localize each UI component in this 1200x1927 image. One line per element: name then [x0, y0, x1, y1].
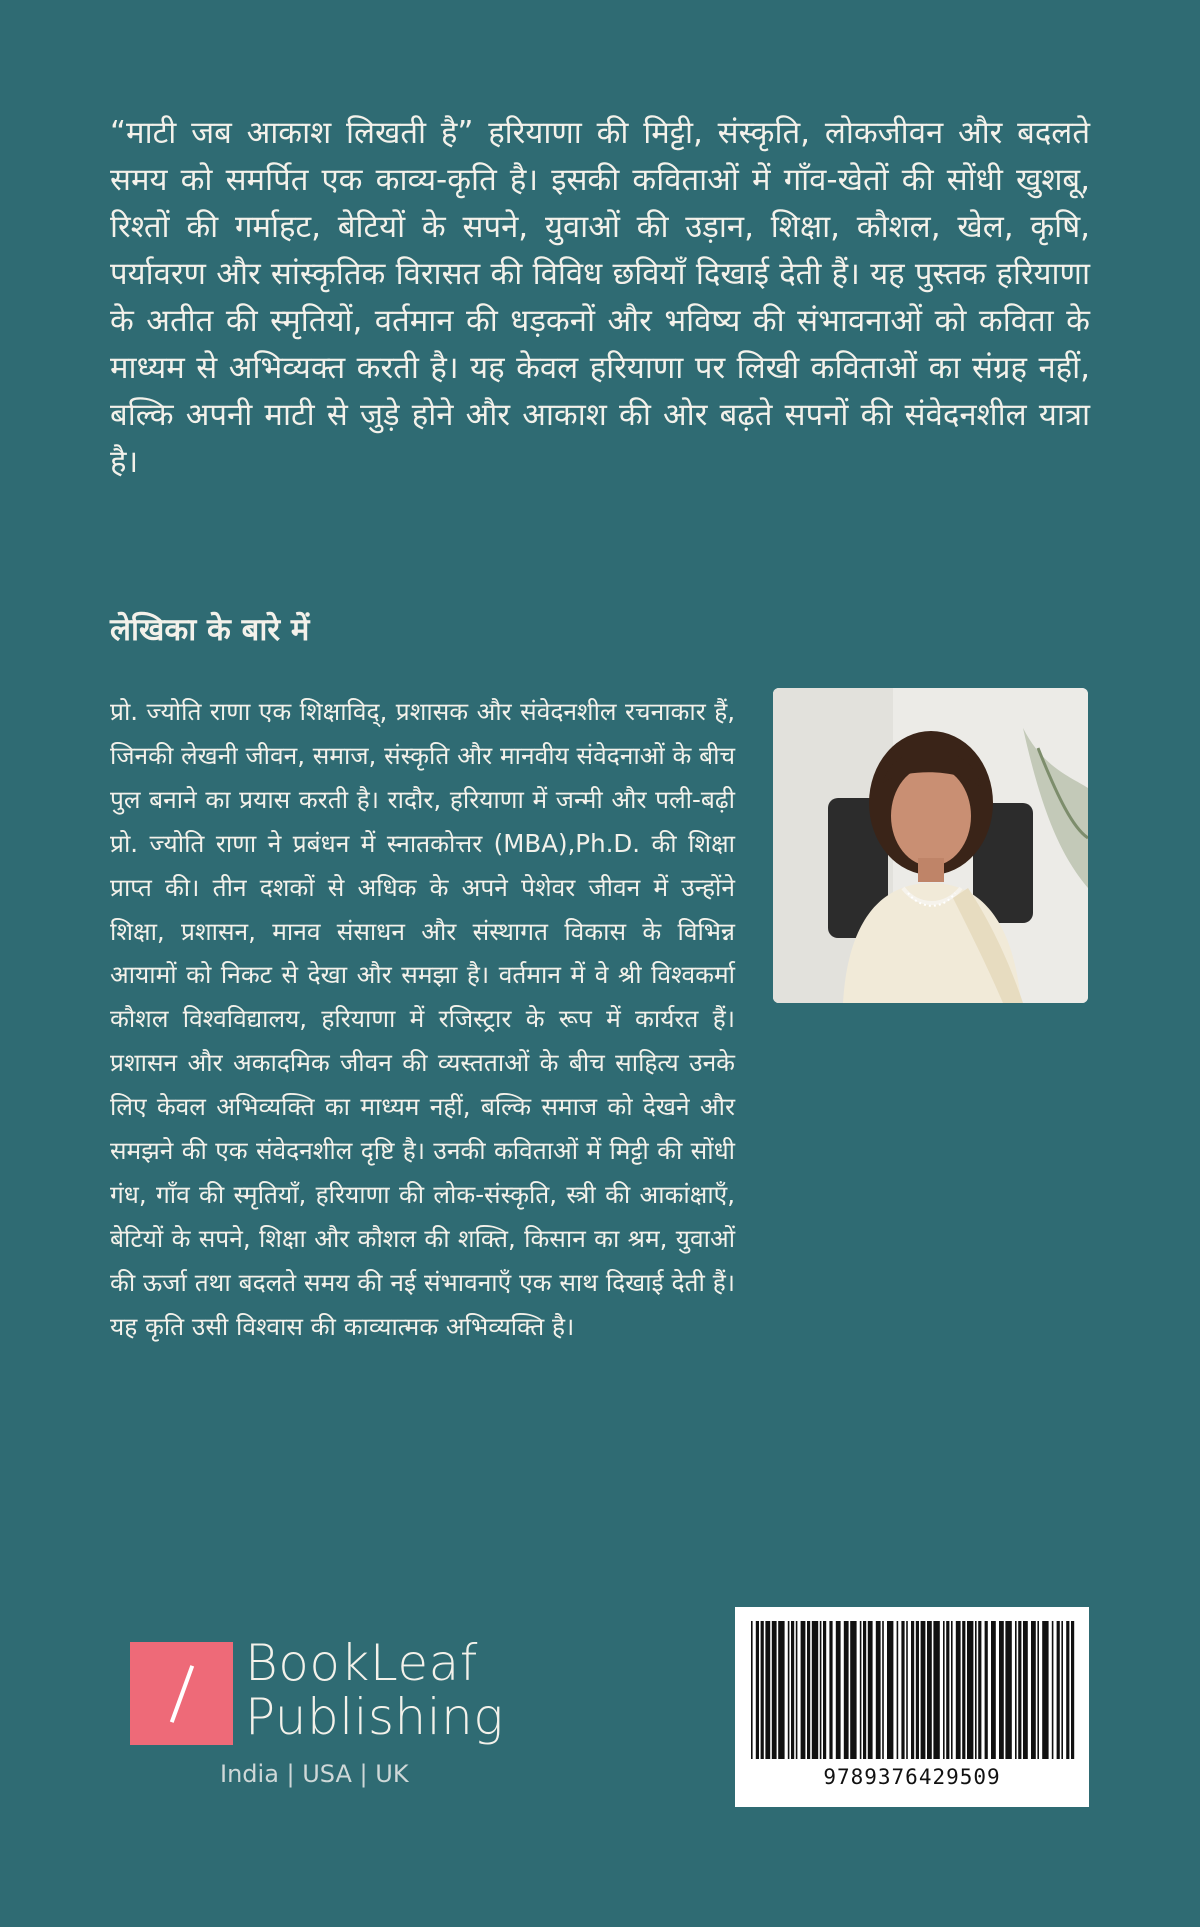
- isbn-number: 9789376429509: [823, 1765, 1001, 1789]
- barcode-bar: [850, 1621, 856, 1759]
- author-bio: प्रो. ज्योति राणा एक शिक्षाविद्, प्रशासक और संवेदनशील रचनाकार हैं, जिनकी लेखनी जीवन, समाज, संस्कृति और मानवीय संवेदनाओं के बीच पुल बनाने का प्रयास करती है। रादौर, हरियाणा में जन्मी और पली-बढ़ी प्रो. ज्योति राणा ने प्रबंधन में स्नातकोत्तर (MBA),Ph.D. की शिक्षा प्राप्त की। तीन दशकों से अधिक के अपने पेशेवर जीवन में उन्होंने शिक्षा, प्रशासन, मानव संसाधन और संस्थागत विकास के विभिन्न आयामों को निकट से देखा और समझा है। वर्तमान में वे श्री विश्वकर्मा कौशल विश्वविद्यालय, हरियाणा में रजिस्ट्रार के रूप में कार्यरत हैं। प्रशासन और अकादमिक जीवन की व्यस्तताओं के बीच साहित्य उनके लिए केवल अभिव्यक्ति का माध्यम नहीं, बल्कि समाज को देखने और समझने की एक संवेदनशील दृष्टि है। उनकी कविताओं में मिट्टी की सोंधी गंध, गाँव की स्मृतियाँ, हरियाणा की लोक-संस्कृति, स्त्री की आकांक्षाएँ, बेटियों के सपने, शिक्षा और कौशल की शक्ति, किसान का श्रम, युवाओं की ऊर्जा तथा बदलते समय की नई संभावनाएँ एक साथ दिखाई देती हैं। यह कृति उसी विश्वास की काव्यात्मक अभिव्यक्ति है।: [110, 697, 735, 1341]
- barcode-bar: [1023, 1621, 1028, 1759]
- barcode-bar: [1005, 1621, 1011, 1759]
- barcode-bar: [876, 1621, 881, 1759]
- barcode-bar: [887, 1621, 893, 1759]
- barcode-bar: [933, 1621, 939, 1759]
- barcode-bar: [1057, 1621, 1060, 1759]
- barcode-bar: [1071, 1621, 1074, 1759]
- barcode-bar: [756, 1621, 759, 1759]
- barcode-bar: [906, 1621, 908, 1759]
- barcode-bar: [829, 1621, 832, 1759]
- barcode-bar: [1031, 1621, 1036, 1759]
- publisher-logo: [130, 1634, 510, 1790]
- barcode-bar: [978, 1621, 981, 1759]
- barcode-bar: [951, 1621, 953, 1759]
- publisher-name-line2: Publishing: [245, 1688, 504, 1746]
- barcode-bar: [820, 1621, 822, 1759]
- barcode-bar: [823, 1621, 826, 1759]
- barcode-bar: [860, 1621, 862, 1759]
- author-photo: [773, 688, 1088, 1003]
- barcode-bar: [791, 1621, 794, 1759]
- barcode-bar: [1061, 1621, 1063, 1759]
- about-author-heading: लेखिका के बारे में: [110, 612, 310, 648]
- barcode-bar: [999, 1621, 1004, 1759]
- barcode-bar: [956, 1621, 961, 1759]
- barcode-bar: [946, 1621, 949, 1759]
- barcode-bar: [796, 1621, 798, 1759]
- leaf-slash-icon: [130, 1642, 233, 1745]
- publisher-regions: India | USA | UK: [220, 1760, 409, 1788]
- barcode-bar: [801, 1621, 806, 1759]
- barcode-bar: [1052, 1621, 1054, 1759]
- barcode-bar: [1042, 1621, 1048, 1759]
- barcode-bar: [1066, 1621, 1069, 1759]
- book-blurb: “माटी जब आकाश लिखती है” हरियाणा की मिट्टी, संस्कृति, लोकजीवन और बदलते समय को समर्पित एक काव्य-कृति है। इसकी कविताओं में गाँव-खेतों की सोंधी खुशबू, रिश्तों की गर्माहट, बेटियों के सपने, युवाओं की उड़ान, शिक्षा, कौशल, खेल, कृषि, पर्यावरण और सांस्कृतिक विरासत की विविध छवियाँ दिखाई देती हैं। यह पुस्तक हरियाणा के अतीत की स्मृतियों, वर्तमान की धड़कनों और भविष्य की संभावनाओं को कविता के माध्यम से अभिव्यक्त करती है। यह केवल हरियाणा पर लिखी कविताओं का संग्रह नहीं, बल्कि अपनी माटी से जुड़े होने और आकाश की ओर बढ़ते सपनों की संवेदनशील यात्रा है।: [110, 115, 1090, 480]
- barcode-bar: [921, 1621, 926, 1759]
- barcode-bar: [751, 1621, 753, 1759]
- barcode-bar: [772, 1621, 777, 1759]
- barcode-bar: [788, 1621, 790, 1759]
- barcode-bar: [836, 1621, 841, 1759]
- barcode-bar: [812, 1621, 818, 1759]
- barcode-bar: [901, 1621, 904, 1759]
- barcode-bar: [967, 1621, 973, 1759]
- barcode-bar: [985, 1621, 988, 1759]
- barcode-bar: [882, 1621, 884, 1759]
- publisher-name-line1: BookLeaf: [245, 1634, 478, 1692]
- barcode-bar: [863, 1621, 866, 1759]
- barcode-bar: [844, 1621, 849, 1759]
- barcode-bar: [807, 1621, 810, 1759]
- barcode-bar: [897, 1621, 899, 1759]
- barcode-bar: [943, 1621, 945, 1759]
- barcode-bar: [778, 1621, 784, 1759]
- barcode-bar: [962, 1621, 965, 1759]
- barcode-bar: [1018, 1621, 1021, 1759]
- barcode-bar: [991, 1621, 996, 1759]
- barcode-bar: [868, 1621, 873, 1759]
- barcode-bar: [765, 1621, 770, 1759]
- barcode-bar: [1015, 1621, 1017, 1759]
- barcode-bar: [916, 1621, 919, 1759]
- barcode-bar: [975, 1621, 977, 1759]
- isbn-barcode: [735, 1607, 1089, 1807]
- barcode-bar: [1037, 1621, 1039, 1759]
- barcode-bar: [911, 1621, 914, 1759]
- barcode-bars: [749, 1621, 1075, 1759]
- barcode-bar: [761, 1621, 764, 1759]
- barcode-bar: [927, 1621, 932, 1759]
